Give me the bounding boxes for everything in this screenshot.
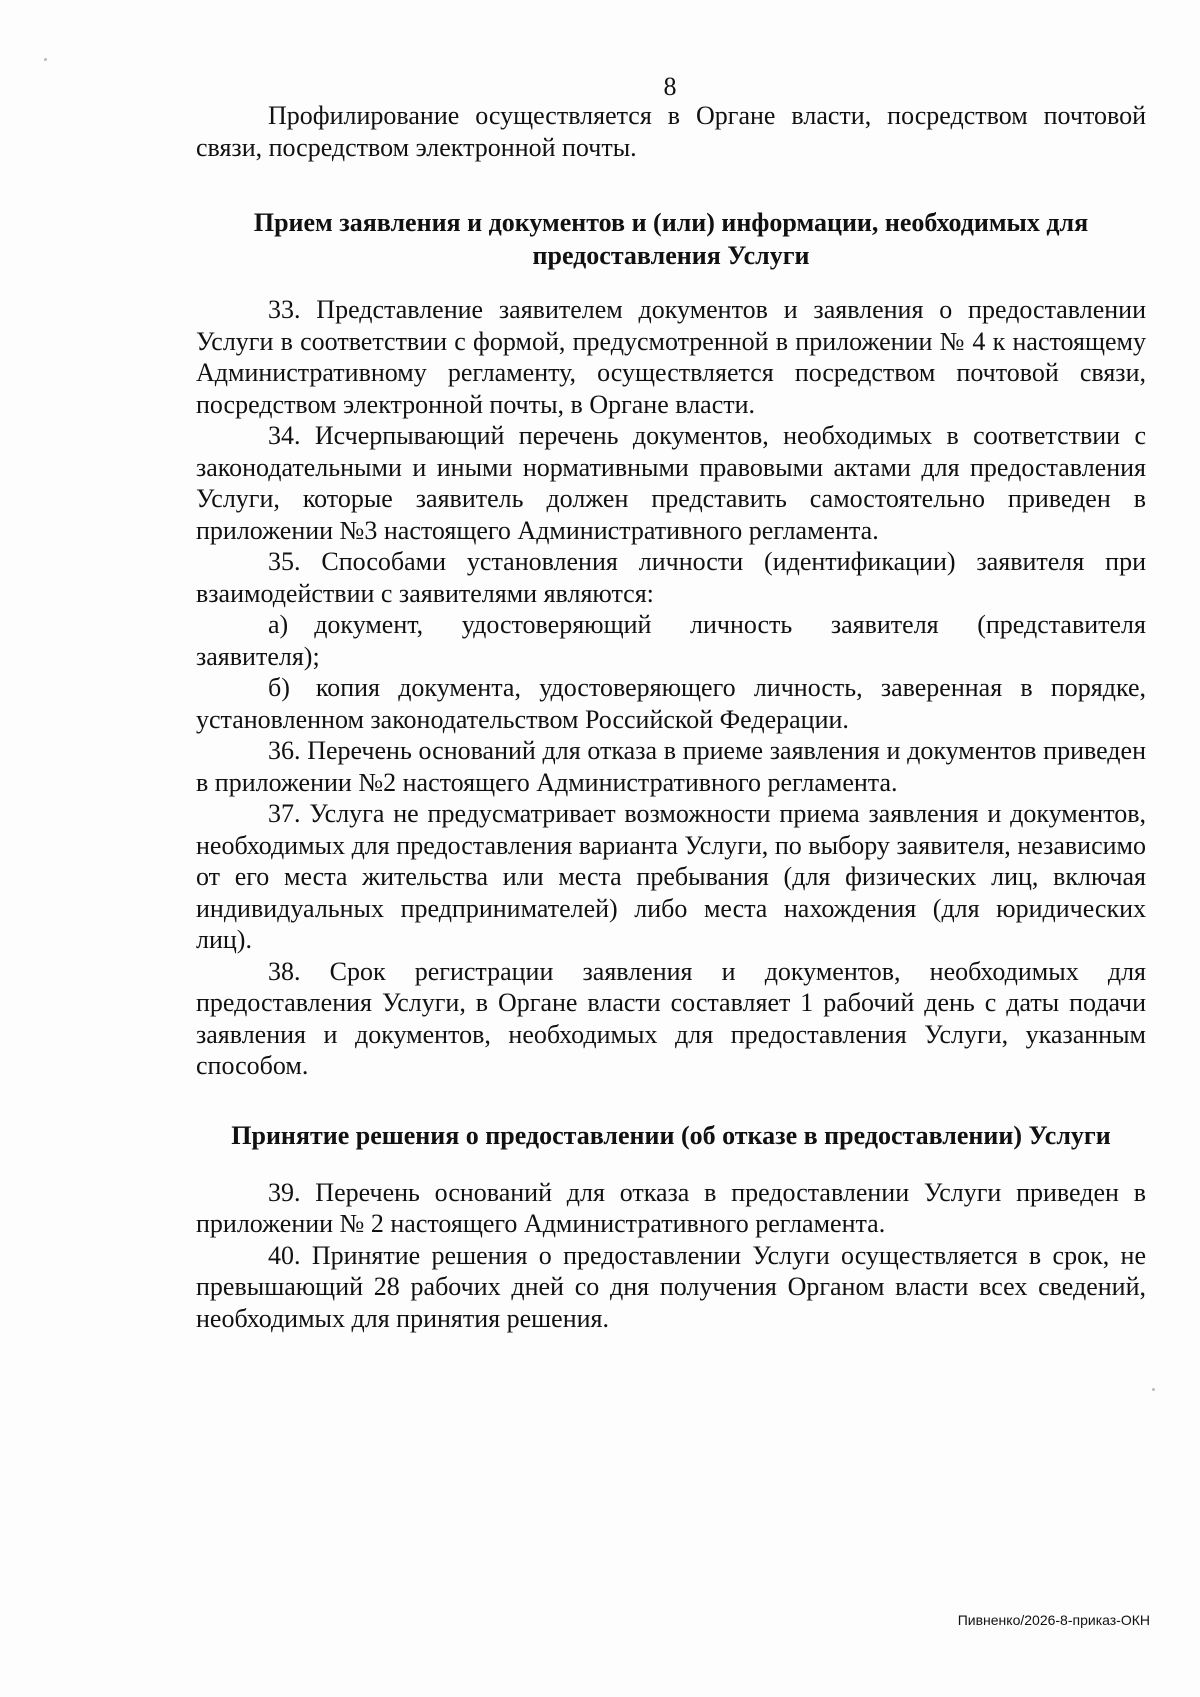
paragraph-38: 38. Срок регистрации заявления и документов, необходимых для предоставления Услуги, в Органе власти составляет 1 рабочий день с даты подачи заявления и документов, необходимых для предоставления Услуги, указанным способом. bbox=[196, 956, 1146, 1080]
paragraph-35: 35. Способами установления личности (идентификации) заявителя при взаимодействии с заявителями являются: bbox=[196, 547, 1146, 608]
scan-speck bbox=[44, 58, 47, 61]
paragraph-34: 34. Исчерпывающий перечень документов, необходимых в соответствии с законодательными и иными нормативными правовыми актами для предоставления Услуги, которые заявитель должен представить самостоятельно приведен в приложении №3 настоящего Административного регламента. bbox=[196, 421, 1146, 545]
list-item-b: б) копия документа, удостоверяющего личность, заверенная в порядке, установленном законодательством Российской Федерации. bbox=[196, 673, 1146, 734]
section-heading-application-intake: Прием заявления и документов и (или) информации, необходимых для предоставления Услуги bbox=[253, 208, 1089, 270]
intro-paragraph: Профилирование осуществляется в Органе власти, посредством почтовой связи, посредством электронной почты. bbox=[196, 101, 1146, 162]
list-item-a: а) документ, удостоверяющий личность заявителя (представителя заявителя); bbox=[196, 610, 1146, 671]
section-heading-decision: Принятие решения о предоставлении (об отказе в предоставлении) Услуги bbox=[231, 1120, 1111, 1150]
paragraph-40: 40. Принятие решения о предоставлении Услуги осуществляется в срок, не превышающий 28 рабочих дней со дня получения Органом власти всех сведений, необходимых для принятия решения. bbox=[196, 1240, 1146, 1333]
paragraph-37: 37. Услуга не предусматривает возможности приема заявления и документов, необходимых для предоставления варианта Услуги, по выбору заявителя, независимо от его места жительства или места пребывания (для физических лиц, включая индивидуальных предпринимателей) либо места нахождения (для юридических лиц). bbox=[196, 799, 1146, 954]
page-number: 8 bbox=[663, 72, 677, 101]
paragraph-33: 33. Представление заявителем документов и заявления о предоставлении Услуги в соответствии с формой, предусмотренной в приложении № 4 к настоящему Административному регламенту, осуществляется посредством почтовой связи, посредством электронной почты, в Органе власти. bbox=[196, 295, 1146, 419]
scan-speck bbox=[1152, 1388, 1155, 1391]
document-body bbox=[196, 100, 1146, 1334]
paragraph-39: 39. Перечень оснований для отказа в предоставлении Услуги приведен в приложении № 2 настоящего Административного регламента. bbox=[196, 1177, 1146, 1238]
document-reference-code: Пивненко/2026-8-приказ-ОКН bbox=[957, 1612, 1150, 1628]
paragraph-36: 36. Перечень оснований для отказа в приеме заявления и документов приведен в приложении №2 настоящего Административного регламента. bbox=[196, 736, 1146, 797]
